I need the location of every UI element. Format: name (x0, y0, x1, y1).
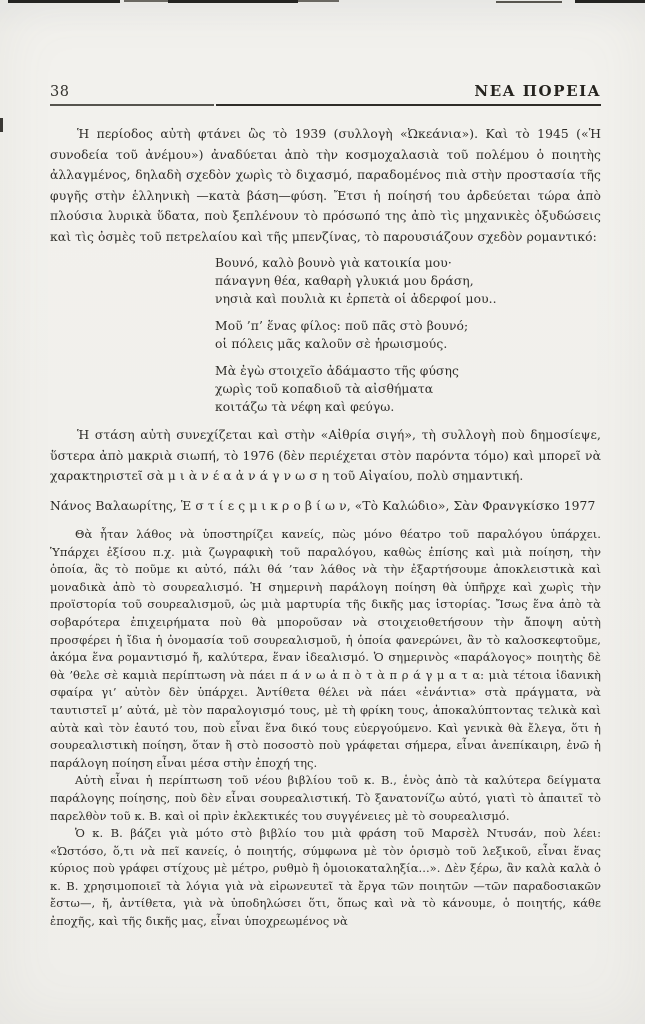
page-number: 38 (50, 84, 70, 100)
scan-edge-mark (8, 0, 120, 3)
journal-title: ΝΕΑ ΠΟΡΕΙΑ (474, 82, 601, 100)
anthology-note-section (50, 124, 601, 516)
poem-stanza (215, 254, 601, 308)
poem-line: Βουνό, καλὸ βουνὸ γιὰ κατοικία μου· (215, 256, 452, 270)
scan-edge-mark (575, 0, 645, 3)
running-head (50, 82, 601, 100)
poem-line: χωρὶς τοῦ κοπαδιοῦ τὰ αἰσθήματα (215, 382, 434, 396)
poem-line: οἱ πόλεις μᾶς καλοῦν σὲ ἡρωισμούς. (215, 337, 448, 351)
scan-edge-mark (0, 118, 3, 132)
page-body (50, 124, 601, 931)
header-rule-right-segment (216, 104, 601, 106)
poem-line: πάναγνη θέα, καθαρὴ γλυκιά μου δράση, (215, 274, 474, 288)
poem-stanza (215, 362, 601, 416)
poem-line: κοιτάζω τὰ νέφη καὶ φεύγω. (215, 400, 395, 414)
scan-edge-mark (496, 1, 562, 3)
paragraph-duchamp-motto: Ὁ κ. Β. βάζει γιὰ μότο στὸ βιβλίο του μιὰ φράση τοῦ Μαρσὲλ Ντυσάν, ποὺ λέει: «Ὡστόσο, ὅ,τι νὰ πεῖ κανείς, ὁ ποιητής, σύμφωνα μὲ τὸν ὁρισμὸ τοῦ λεξικοῦ, εἶναι ἕνας κύριος ποὺ γράφει στίχους μὲ μέτρο, ρυθμὸ ἢ ὁμοιοκαταληξία...». Δὲν ξέρω, ἂν καλὰ καλὰ ὁ κ. Β. χρησιμοποιεῖ τὰ λόγια γιὰ νὰ εἰρωνευτεῖ τὰ ἔργα τῶν ποιητῶν —τῶν παραδοσιακῶν ἔστω—, ἤ, ἀντίθετα, γιὰ νὰ ὑποδηλώσει ὅτι, ὅπως καὶ νὰ τὸ κάνουμε, ὁ ποιητής, κάθε ἐποχῆς, καὶ τῆς δικῆς μας, εἶναι ὑποχρεωμένος νὰ (50, 826, 601, 929)
paragraph-period-1939: Ἡ περίοδος αὐτὴ φτάνει ὣς τὸ 1939 (συλλογὴ «Ὠκεάνια»). Καὶ τὸ 1945 («Ἡ συνοδεία τοῦ ἀνέμου») ἀναδύεται ἀπὸ τὴν κοσμοχαλασιὰ τοῦ πολέμου ὁ ποιητὴς ἀλλαγμένος, δηλαδὴ σχεδὸν χωρὶς τὸ διχασμό, παραδομένος πιὰ στὴν προστασία τῆς φυγῆς στὴν ἑλληνικὴ —κατὰ βάση—φύση. Ἔτσι ἡ ποίησή του ἀρδεύεται τώρα ἀπὸ πλούσια λυρικὰ ὕδατα, ποὺ ξεπλένουν τὸ πρόσωπό της ἀπὸ τὶς μηχανικὲς ὀξυδώσεις καὶ τὶς ὀσμὲς τοῦ πετρελαίου καὶ τῆς μπενζίνας, τὸ παρουσιάζουν σχεδὸν ρομαντικό: (50, 127, 601, 244)
poem-line: νησιὰ καὶ πουλιὰ κι ἑρπετὰ οἱ ἀδερφοί μου.. (215, 292, 497, 306)
poem-line: Μὰ ἐγὼ στοιχεῖο ἀδάμαστο τῆς φύσης (215, 364, 459, 378)
header-rule-left-segment (50, 104, 214, 106)
paragraph-aithria-sigi: Ἡ στάση αὐτὴ συνεχίζεται καὶ στὴν «Αἰθρία σιγή», τὴ συλλογὴ ποὺ δημοσίεψε, ὕστερα ἀπὸ μακριὰ σιωπή, τὸ 1976 (δὲν περιέχεται στὸν παρόντα τόμο) καὶ μπορεῖ νὰ χαρακτηριστεῖ σὰ μ ι ὰ ν έ α ἀ ν ά γ ν ω σ η τοῦ Αἰγαίου, πολὺ σημαντική. (50, 428, 601, 483)
poem-quotation (215, 254, 601, 416)
review-body-section (50, 526, 601, 931)
paragraph-paralogo-poetry: Θὰ ἦταν λάθος νὰ ὑποστηρίζει κανείς, πὼς μόνο θέατρο τοῦ παραλόγου ὑπάρχει. Ὑπάρχει ἐξίσου π.χ. μιὰ ζωγραφικὴ τοῦ παραλόγου, καθὼς ἐπίσης καὶ μιὰ ποίηση, τὴν ὁποία, ἂς τὸ ποῦμε κι αὐτό, πάλι θά ’ταν λάθος νὰ τὴν ἐξαρτήσουμε ἀποκλειστικὰ καὶ μοναδικὰ ἀπὸ τὸ σουρεαλισμό. Ἡ σημερινὴ παράλογη ποίηση θὰ ὑπῆρχε καὶ χωρὶς τὴν προϊστορία τοῦ σουρεαλισμοῦ, ὡς μιὰ μαρτυρία τῆς δικῆς μας ἱστορίας. Ἴσως ἕνα ἀπὸ τὰ σοβαρότερα ἐπιχειρήματα ποὺ θὰ μποροῦσαν νὰ στοιχειοθετήσουν τὴν ἄποψη αὐτὴ προσφέρει ἡ ἴδια ἡ ὀνομασία τοῦ σουρεαλισμοῦ, ἡ ὁποία φανερώνει, ἂν τὸ καλοσκεφτοῦμε, ἀκόμα ἕνα ρομαντισμό ἤ, καλύτερα, ἕναν ἰδεαλισμό. Ὁ σημερινὸς «παράλογος» ποιητὴς δὲ θὰ ’θελε σὲ καμιὰ περίπτωση νὰ πάει π ά ν ω ἀ π ὸ τ ὰ π ρ ά γ μ α τ α: μιὰ τέτοια ἰδανικὴ σφαίρα γι’ αὐτὸν δὲν ὑπάρχει. Ἀντίθετα θέλει νὰ πάει «ἐνάντια» στὰ πράγματα, νὰ ταυτιστεῖ μ’ αὐτά, μὲ τὸν παραλογισμό τους, μὲ τὴ φρίκη τους, ἀποκαλύπτοντας τελικὰ καὶ αὐτὰ καὶ τὸν ἑαυτό του, ποὺ εἶναι ἕνα δικό τους εὐεργούμενο. Καὶ γενικὰ θὰ ἔλεγα, ὅτι ἡ σουρεαλιστικὴ ποίηση, ὅταν ἢ στὸ ποσοστὸ ποὺ γράφεται σήμερα, εἶναι ἀνεπίκαιρη, ἐνῶ ἡ παράλογη ποίηση εἶναι μέσα στὴν ἐποχή της. (50, 527, 601, 770)
bibliography-entry: Νάνος Βαλαωρίτης, Ἑ σ τ ί ε ς μ ι κ ρ ο β ί ω ν, «Τὸ Καλώδιο», Σὰν Φρανγκίσκο 1977 (50, 498, 596, 513)
poem-line: Μοῦ ’π’ ἕνας φίλος: ποῦ πᾶς στὸ βουνό; (215, 319, 469, 333)
header-rule (50, 103, 601, 106)
paragraph-new-book-case: Αὐτὴ εἶναι ἡ περίπτωση τοῦ νέου βιβλίου τοῦ κ. Β., ἑνὸς ἀπὸ τὰ καλύτερα δείγματα παράλογης ποίησης, ποὺ δὲν εἶναι σουρεαλιστική. Τὸ ξανατονίζω αὐτό, γιατὶ τὸ ἀπαιτεῖ τὸ παρελθὸν τοῦ κ. Β. καὶ οἱ πρὶν ἐκλεκτικές του συγγένειες μὲ τὸ σουρεαλισμό. (50, 773, 601, 823)
poem-stanza (215, 317, 601, 353)
scan-edge-mark (168, 0, 298, 3)
